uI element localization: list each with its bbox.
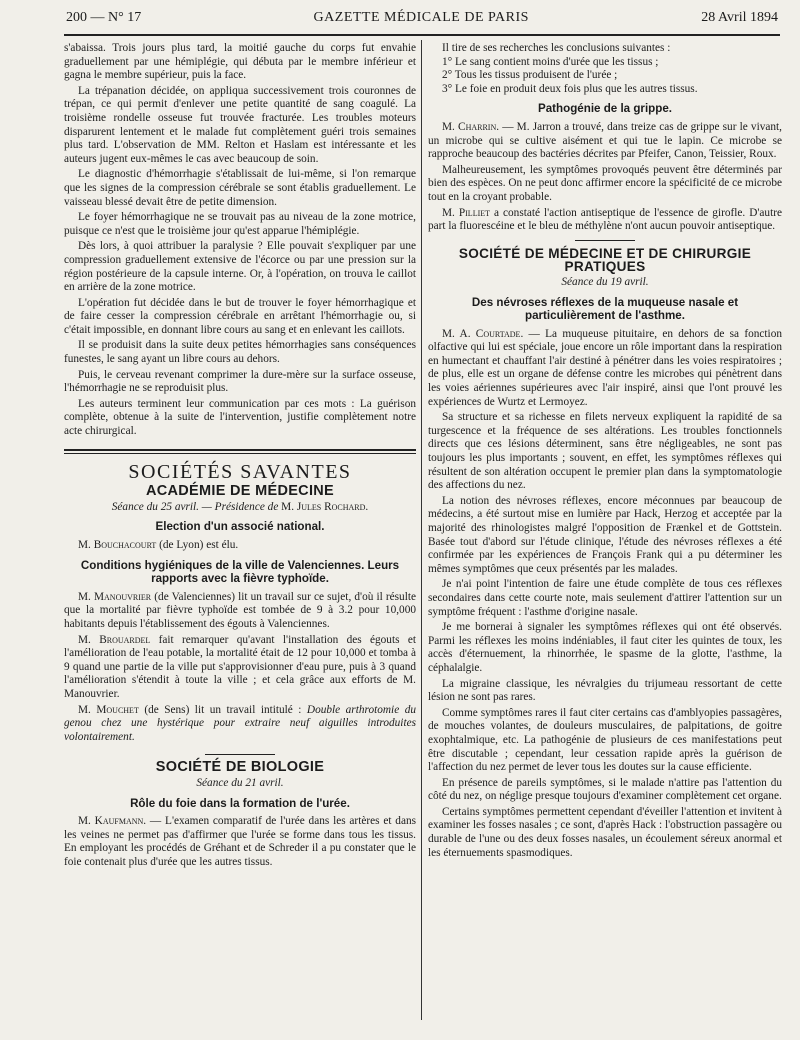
author-name: M. Kaufmann. [78, 815, 147, 828]
section-rule [64, 449, 416, 454]
subheading-nevroses: Des névroses réflexes de la muqueuse nasale et particulièrement de l'asthme. [471, 295, 739, 323]
subheading-conditions: Conditions hygiéniques de la ville de Valenciennes. Leurs rapports avec la fièvre typhoïde. [80, 558, 400, 586]
column-divider [421, 40, 422, 1020]
paragraph-text: (de Lyon) est élu. [156, 539, 239, 551]
paragraph: Dès lors, à quoi attribuer la paralysie ? Elle pouvait s'expliquer par une compression graduellement extensive de l'écorce ou par une pression sur la région postérieure de la capsule interne. Or, à l'opération, on trouva le caillot en arrière de la zone motrice. [64, 240, 416, 294]
seance-date: Séance du 25 avril. — Présidence de [111, 500, 282, 513]
list-item: 1° Le sang contient moins d'urée que les tissus ; [442, 55, 659, 68]
author-name: M. Charrin. [442, 120, 500, 133]
seance-line [64, 501, 416, 515]
page-number: 200 — N° 17 [66, 10, 142, 25]
paragraph-text: a constaté l'action antiseptique de l'essence de girofle. D'autre part la fluorescéine et le bleu de méthylène n'ont aucun pouvoir antiseptique. [428, 206, 782, 233]
left-column [64, 42, 416, 1024]
paragraph [64, 539, 416, 553]
list-item: 2° Tous les tissus produisent de l'urée ; [442, 69, 618, 82]
author-name: M. Brouardel [78, 633, 151, 646]
paragraph [428, 328, 782, 410]
paragraph: Malheureusement, les symptômes provoqués peuvent être déterminés par bien des espèces. On ne peut donc affirmer encore la spécificité de ce microbe tout en la croyant probable. [428, 163, 782, 203]
seance-line: Séance du 19 avril. [561, 275, 649, 288]
paragraph-text: (de Sens) lit un travail intitulé : [138, 703, 307, 716]
paragraph [64, 634, 416, 702]
heading-societe-medecine: SOCIÉTÉ DE MÉDECINE ET DE CHIRURGIE PRATIQUES [458, 245, 752, 275]
heading-societe-biologie: SOCIÉTÉ DE BIOLOGIE [155, 759, 325, 776]
issue-date: 28 Avril 1894 [701, 10, 778, 25]
conclusions-list [428, 42, 782, 96]
right-column [428, 42, 782, 1024]
paragraph [428, 121, 782, 162]
paragraph: Puis, le cerveau revenant comprimer la dure-mère sur la surface osseuse, l'hémorrhagie ne se reproduisit plus. [64, 368, 416, 395]
paragraph: Je me bornerai à signaler les symptômes réflexes qui ont été observés. Parmi les réflexes les moins indéniables, il faut citer les quintes de toux, les accès d'éternuement, la rhinorrhée, le spasme de la glotte, l'asthme, la céphalalgie. [428, 621, 782, 674]
subheading-election: Election d'un associé national. [155, 520, 325, 534]
paragraph [64, 815, 416, 869]
author-name: M. Bouchacourt [78, 539, 157, 551]
header-rule [64, 34, 780, 36]
list-item: 3° Le foie en produit deux fois plus que les autres tissus. [442, 82, 698, 95]
seance-line: Séance du 21 avril. [196, 776, 284, 789]
president-name: M. Jules Rochard. [281, 500, 369, 513]
paragraph: Comme symptômes rares il faut citer certains cas d'amblyopies passagères, de mouches volantes, de douleurs musculaires, de palpitations, de goitre exophtalmique, etc. La pathogénie de plusieurs de ces manifestations peut être discutable ; cependant, leur cessation rapide après la guérison de l'affection du nez permet de lever tous les doutes sur la cause efficiente. [428, 706, 782, 774]
paragraph: Je n'ai point l'intention de faire une étude complète de tous ces réflexes secondaires dans cette courte note, mais seulement d'attirer l'attention sur un symptôme fréquent : l'asthme d'origine nasale. [428, 578, 782, 618]
short-rule [205, 754, 275, 755]
paragraph-text: fait remarquer qu'avant l'installation des égouts et l'amélioration de l'eau potable, la mortalité était de 12 pour 10,000 et tomba à 9 quand une partie de la ville put s'approvisionner d'eau pure, puis à 3 quand l'amélioration s'étendit à toute la ville ; et cela grâce aux efforts de M. Manouvrier. [64, 633, 416, 700]
subheading-pathogenie: Pathogénie de la grippe. [538, 102, 672, 116]
paragraph [64, 704, 416, 745]
page-header [66, 10, 778, 32]
paragraph: Sa structure et sa richesse en filets nerveux expliquent la rapidité de sa turgescence et la fréquence de ses altérations. Les troubles fonctionnels directs que ces lésions déterminent, sans être négligeables, ne sont pas toujours les plus importants ; souvent, en effet, les symptômes réflexes qui résultent de son altération occupent le premier plan dans la symptomatologie des affections du nez. [428, 411, 782, 492]
paragraph: Certains symptômes permettent cependant d'éveiller l'attention et invitent à examiner les fosses nasales ; ce sont, d'après Hack : l'obstruction passagère ou durable de l'une ou des deux fosses nasales, un écoulement séreux anormal et les éternuements spasmodiques. [428, 805, 782, 859]
section-title-societes-savantes: SOCIÉTÉS SAVANTES [128, 460, 352, 483]
paragraph: La migraine classique, les névralgies du trijumeau ressortant de cette lésion ne sont pas rares. [428, 677, 782, 704]
author-name: M. A. Courtade. [442, 327, 524, 340]
paragraph-text: — La muqueuse pituitaire, en dehors de sa fonction olfactive qui lui est spéciale, joue encore un rôle important dans la respiration en humectant et chauffant l'air destiné à pénétrer dans les voies respiratoires ; de plus, elle est un organe de défense contre les microbes qui pénètrent dans les voies aériennes supérieures avec l'air inspiré, ainsi que l'ont prouvé les expériences de Wurtz et Lermoyez. [428, 327, 782, 408]
paragraph: s'abaissa. Trois jours plus tard, la moitié gauche du corps fut envahie graduellement par une hémiplégie, qui débuta par le membre inférieur et gagna le membre supérieur, puis la face. [64, 42, 416, 82]
paragraph-text: (de Valenciennes) lit un travail sur ce sujet, d'où il résulte que la mortalité par fièvre typhoïde est tombée de 9 à 3.2 pour 10,000 habitants depuis l'établissement des égouts à Valenciennes. [64, 590, 416, 630]
paragraph: En présence de pareils symptômes, si le malade n'attire pas l'attention du côté du nez, on néglige presque toujours d'examiner complètement cet organe. [428, 776, 782, 803]
author-name: M. Mouchet [78, 703, 139, 716]
paragraph [64, 591, 416, 632]
paragraph-text: — L'examen comparatif de l'urée dans les artères et dans les veines ne permet pas d'affirmer que l'urée se forme dans tous les tissus. En employant les procédés de Gréhant et de Schreder il a pu constater que le foie contenait plus d'urée que les autres tissus. [64, 815, 416, 868]
heading-academie-medecine: ACADÉMIE DE MÉDECINE [145, 483, 335, 500]
paragraph: La notion des névroses réflexes, encore méconnues par beaucoup de médecins, a été surtout mise en lumière par Hack, Herzog et acceptée par la majorité des rhinologistes malgré l'opposition de Frænkel et de Gottstein. Basée tout d'abord sur l'étude clinique, l'étude des névroses réflexes a été confirmée par les expériences de François Frank qui a pu déterminer les mêmes symptômes que ceux présentés par les malades. [428, 494, 782, 575]
paragraph: La trépanation décidée, on appliqua successivement trois couronnes de trépan, ce qui permit d'enlever une petite quantité de sang coagulé. La troisième rondelle osseuse fut trouvée fracturée. Les troubles moteurs disparurent lentement et le malade fut complètement guéri trois semaines plus tard. L'observation de MM. Relton et Haslam est intéressante et les auteurs jugent eux-mêmes le cas avec beaucoup de soin. [64, 84, 416, 165]
paragraph: Il se produisit dans la suite deux petites hémorrhagies sans conséquences funestes, le sang ayant un libre cours au dehors. [64, 339, 416, 366]
paragraph: Le diagnostic d'hémorrhagie s'établissait de lui-même, si l'on remarque que les signes de la compression cérébrale se sont établis graduellement. Le vaisseau blessé devait être de petite dimension. [64, 168, 416, 208]
paragraph-text: — M. Jarron a trouvé, dans treize cas de grippe sur le vivant, un microbe qui se cultive aisément et qui tue le lapin. Ce microbe se rapproche beaucoup des bactéries décrites par Pfeifer, Canon, Teissier, Roux. [428, 120, 782, 161]
work-title: Double arthrotomie du genou chez une hystérique pour extraire neuf aiguilles introduites volontairement. [64, 703, 416, 743]
short-rule [575, 240, 635, 241]
journal-title: GAZETTE MÉDICALE DE PARIS [313, 10, 529, 25]
author-name: M. Pilliet [442, 206, 491, 219]
paragraph: L'opération fut décidée dans le but de trouver le foyer hémorrhagique et de faire cesser la compression cérébrale en arrêtant l'hémorrhagie ou, si c'était impossible, en donnant libre cours au sang et en enlevant les caillots. [64, 296, 416, 336]
paragraph [428, 207, 782, 234]
list-item: Il tire de ses recherches les conclusions suivantes : [442, 42, 671, 54]
author-name: M. Manouvrier [78, 590, 152, 603]
subheading-role-foie: Rôle du foie dans la formation de l'urée. [130, 796, 350, 810]
paragraph: Les auteurs terminent leur communication par ces mots : La guérison complète, obtenue à la suite de l'intervention, justifie complètement notre acte chirurgical. [64, 397, 416, 438]
paragraph: Le foyer hémorrhagique ne se trouvait pas au niveau de la zone motrice, puisque ce n'est que le troisième jour qu'est apparue l'hémiplégie. [64, 211, 416, 237]
